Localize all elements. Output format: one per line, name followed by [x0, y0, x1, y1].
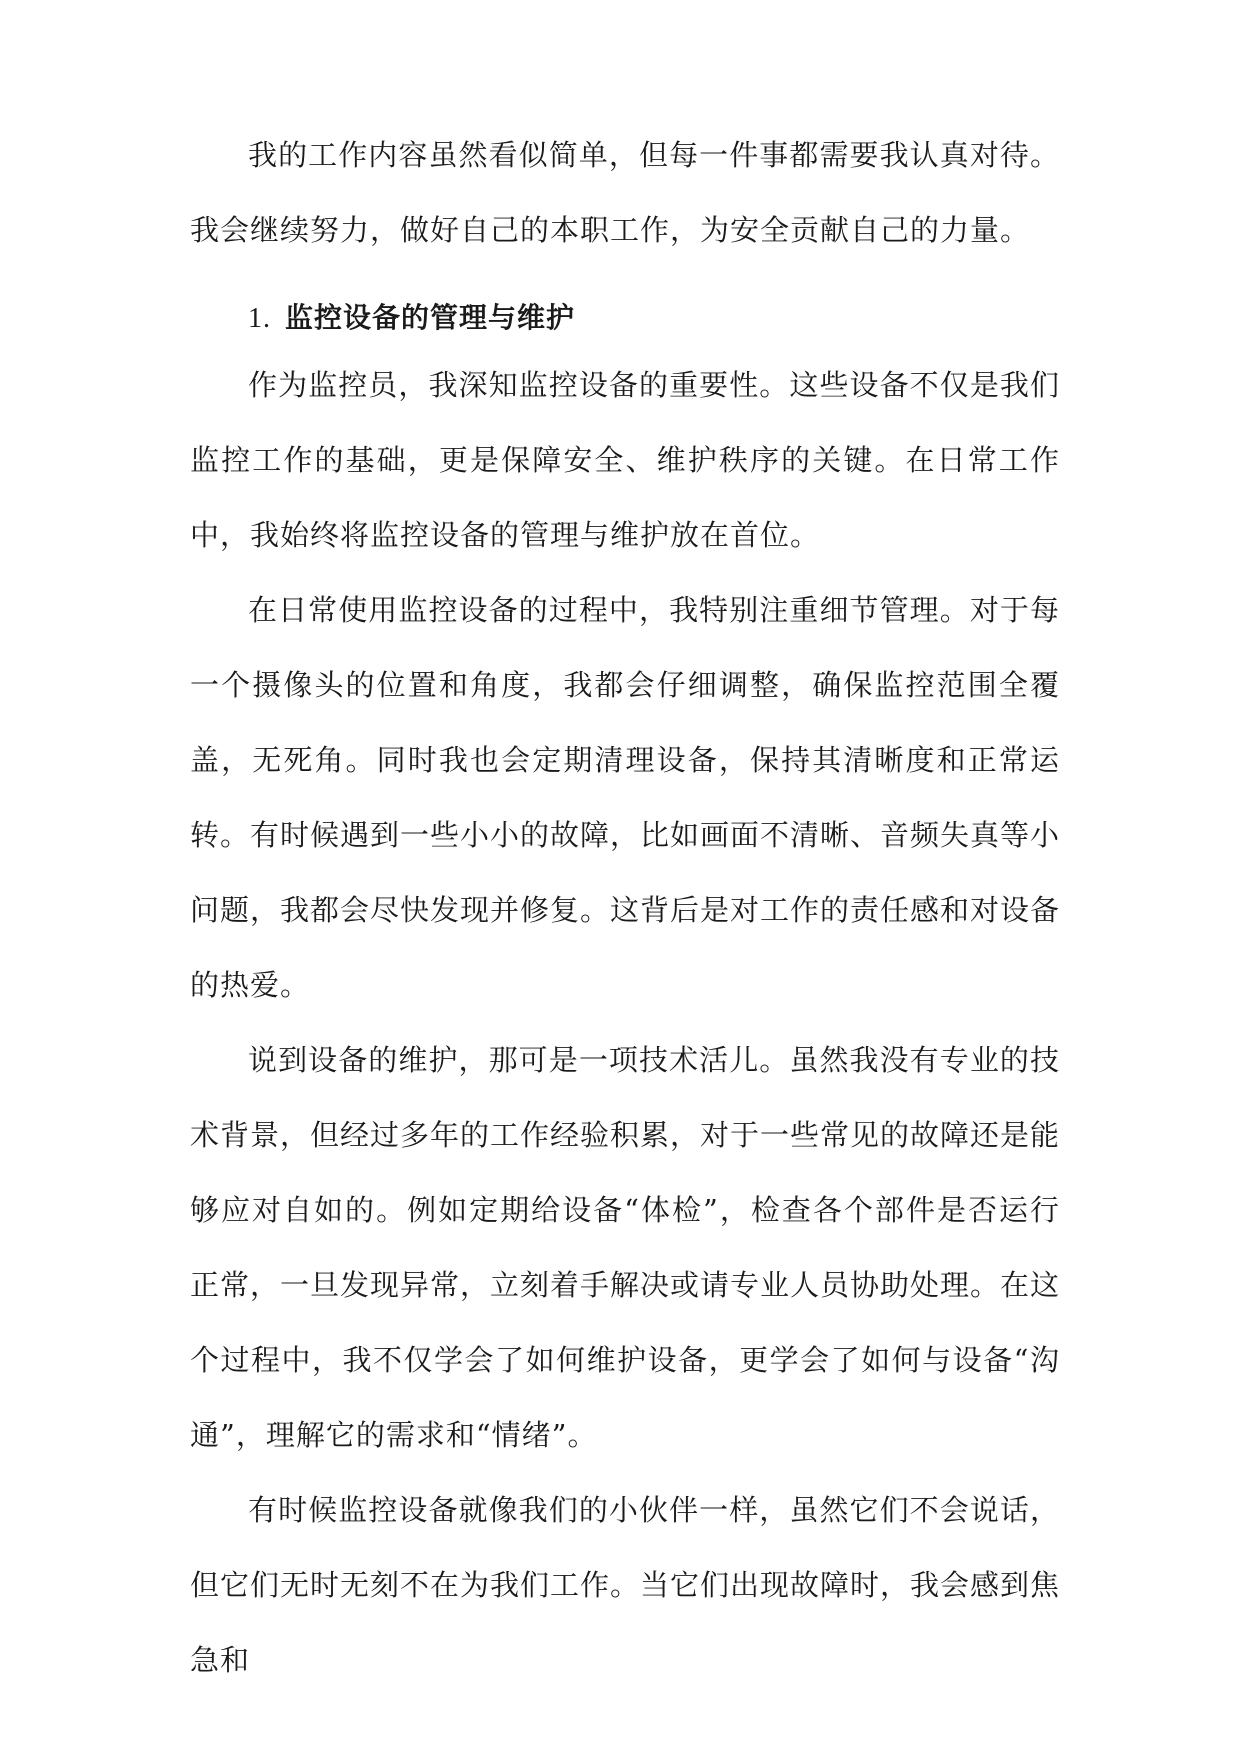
section-number: 1.: [248, 303, 271, 334]
body-paragraph: 说到设备的维护，那可是一项技术活儿。虽然我没有专业的技术背景，但经过多年的工作经验积累，对于一些常见的故障还是能够应对自如的。例如定期给设备“体检”，检查各个部件是否运行正常，一旦发现异常，立刻着手解决或请专业人员协助处理。在这个过程中，我不仅学会了如何维护设备，更学会了如何与设备“沟通”，理解它的需求和“情绪”。: [190, 1043, 1061, 1452]
body-section: [190, 348, 1060, 1698]
section-title: 监控设备的管理与维护: [285, 301, 576, 334]
body-paragraph: 作为监控员，我深知监控设备的重要性。这些设备不仅是我们监控工作的基础，更是保障安全、维护秩序的关键。在日常工作中，我始终将监控设备的管理与维护放在首位。: [190, 368, 1060, 552]
body-paragraph: 在日常使用监控设备的过程中，我特别注重细节管理。对于每一个摄像头的位置和角度，我都会仔细调整，确保监控范围全覆盖，无死角。同时我也会定期清理设备，保持其清晰度和正常运转。有时候遇到一些小小的故障，比如画面不清晰、音频失真等小问题，我都会尽快发现并修复。这背后是对工作的责任感和对设备的热爱。: [190, 593, 1061, 1002]
body-paragraph: 有时候监控设备就像我们的小伙伴一样，虽然它们不会说话，但它们无时无刻不在为我们工作。当它们出现故障时，我会感到焦急和: [190, 1493, 1061, 1677]
intro-paragraph: 我的工作内容虽然看似简单，但每一件事都需要我认真对待。我会继续努力，做好自己的本职工作，为安全贡献自己的力量。: [190, 138, 1060, 247]
intro-section: [190, 118, 1060, 268]
section-heading-block: [190, 280, 1060, 356]
section-heading: [190, 280, 1060, 356]
